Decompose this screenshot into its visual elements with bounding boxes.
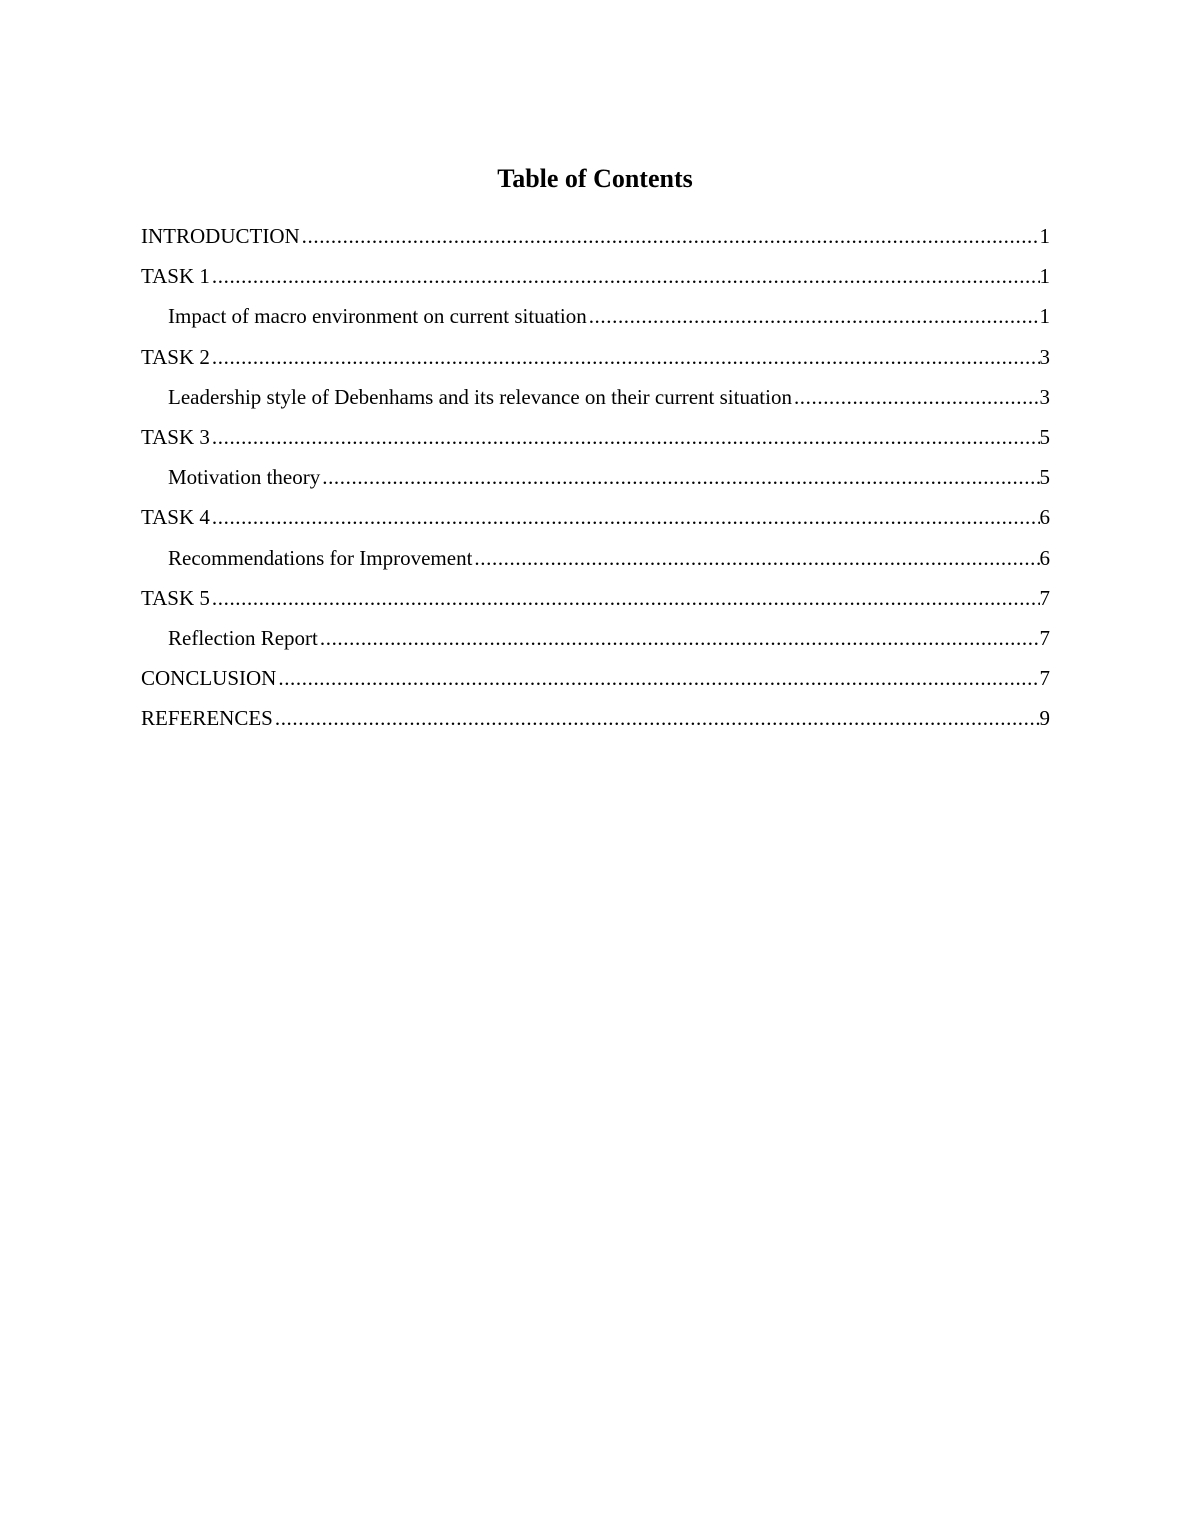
toc-entry-page: 5 — [1039, 465, 1050, 490]
dot-leader — [794, 381, 1040, 413]
toc-entry-label: Leadership style of Debenhams and its relevance on their current situation — [168, 384, 792, 409]
toc-list — [141, 220, 1050, 742]
toc-entry-label: TASK 2 — [141, 344, 210, 369]
dot-leader — [212, 582, 1040, 614]
toc-entry-task-1[interactable] — [141, 260, 1050, 300]
toc-entry-label: TASK 3 — [141, 424, 210, 449]
toc-entry-page: 3 — [1039, 344, 1050, 369]
dot-leader — [320, 622, 1040, 654]
toc-entry-label: REFERENCES — [141, 706, 273, 731]
dot-leader — [212, 260, 1040, 292]
toc-entry-label: INTRODUCTION — [141, 224, 300, 248]
toc-entry-label: Recommendations for Improvement — [168, 545, 473, 570]
toc-entry-task-2[interactable] — [141, 341, 1050, 381]
toc-entry-page: 1 — [1039, 304, 1050, 329]
toc-entry-page: 1 — [1039, 224, 1050, 248]
toc-entry-label: Motivation theory — [168, 465, 321, 490]
toc-entry-references[interactable] — [141, 702, 1050, 742]
toc-entry-page: 1 — [1039, 264, 1050, 289]
toc-entry-label: CONCLUSION — [141, 666, 277, 691]
dot-leader — [212, 421, 1040, 453]
dot-leader — [474, 542, 1039, 574]
toc-entry-label: Impact of macro environment on current situation — [168, 304, 587, 329]
toc-entry-conclusion[interactable] — [141, 662, 1050, 702]
toc-entry-label: TASK 4 — [141, 505, 210, 530]
dot-leader — [302, 220, 1040, 252]
dot-leader — [278, 662, 1039, 694]
toc-entry-page: 7 — [1039, 625, 1050, 650]
toc-entry-page: 7 — [1039, 666, 1050, 691]
toc-entry-page: 6 — [1039, 505, 1050, 530]
toc-entry-task-5[interactable] — [141, 582, 1050, 622]
dot-leader — [212, 501, 1040, 533]
toc-entry-label: TASK 5 — [141, 585, 210, 610]
dot-leader — [275, 702, 1040, 734]
toc-entry-page: 5 — [1039, 424, 1050, 449]
toc-entry-macro-environment[interactable] — [141, 300, 1050, 340]
dot-leader — [322, 461, 1039, 493]
toc-entry-motivation-theory[interactable] — [141, 461, 1050, 501]
toc-entry-leadership-style[interactable] — [141, 381, 1050, 421]
toc-entry-label: Reflection Report — [168, 625, 318, 650]
toc-entry-page: 7 — [1039, 585, 1050, 610]
toc-entry-page: 9 — [1039, 706, 1050, 731]
toc-entry-task-3[interactable] — [141, 421, 1050, 461]
toc-entry-reflection-report[interactable] — [141, 622, 1050, 662]
toc-entry-page: 3 — [1039, 384, 1050, 409]
toc-entry-label: TASK 1 — [141, 264, 210, 289]
toc-entry-recommendations[interactable] — [141, 542, 1050, 582]
toc-title: Table of Contents — [497, 164, 693, 193]
dot-leader — [589, 300, 1040, 332]
dot-leader — [212, 341, 1040, 373]
toc-entry-task-4[interactable] — [141, 501, 1050, 541]
toc-entry-page: 6 — [1039, 545, 1050, 570]
toc-entry-introduction[interactable] — [141, 220, 1050, 260]
